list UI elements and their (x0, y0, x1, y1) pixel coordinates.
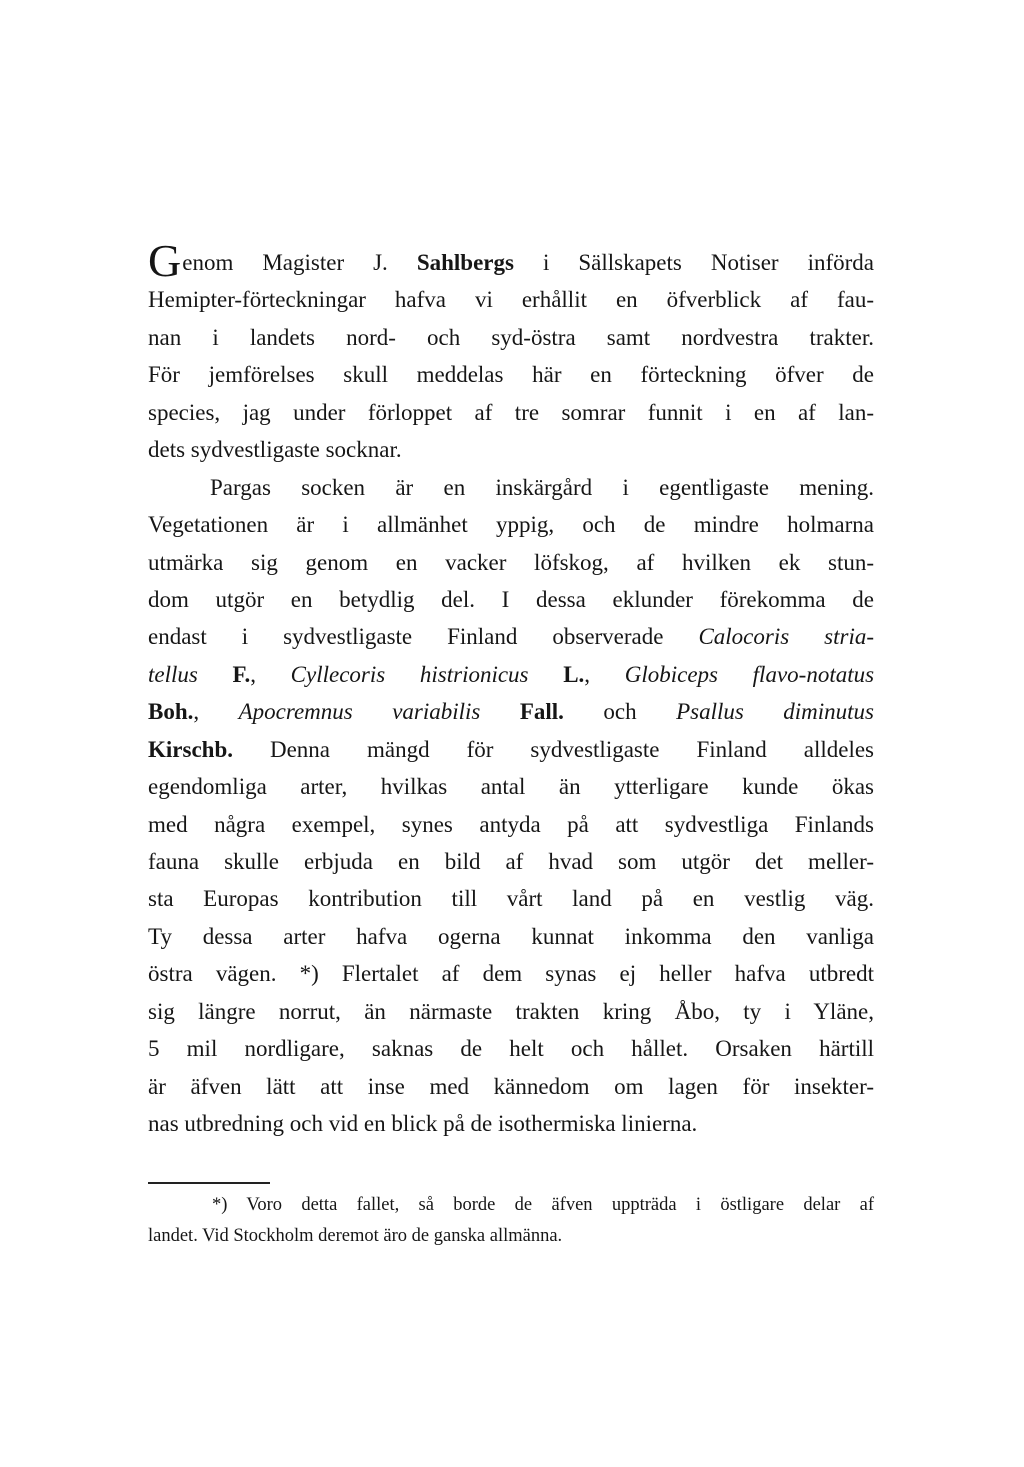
text-line (148, 618, 874, 655)
text-segment: , (250, 661, 291, 687)
text-line (148, 843, 874, 880)
text-segment: enom Magister J. (182, 250, 417, 275)
text-segment: För jemförelses skull meddelas här en förteckning öfver de (148, 362, 874, 388)
text-line (148, 693, 874, 730)
text-line (148, 993, 874, 1030)
bold-text: Sahlbergs (416, 250, 514, 275)
bold-text: Kirschb. (148, 736, 233, 762)
text-segment: Pargas socken är en inskärgård i egentligaste mening. (210, 474, 874, 500)
text-segment: endast i sydvestligaste Finland observerade (148, 624, 699, 650)
text-line (148, 581, 874, 618)
text-line (148, 281, 874, 318)
drop-cap: G (148, 235, 182, 286)
italic-text: Cyllecoris histrionicus (290, 661, 529, 687)
text-line (148, 469, 874, 506)
bold-text: L. (563, 661, 585, 687)
text-segment: utmärka sig genom en vacker löfskog, af hvilken ek stun- (148, 549, 874, 575)
footnote-divider (148, 1182, 270, 1184)
text-segment: dets sydvestligaste socknar. (148, 437, 402, 463)
text-segment (529, 662, 564, 687)
text-segment: Denna mängd för sydvestligaste Finland alldeles (232, 736, 874, 762)
text-line (148, 918, 874, 955)
body-text (148, 235, 875, 1143)
text-line (148, 506, 874, 543)
text-segment (480, 699, 519, 724)
text-line (148, 806, 874, 843)
text-segment: och (563, 699, 677, 725)
text-segment: 5 mil nordligare, saknas de helt och hållet. Orsaken härtill (148, 1036, 874, 1062)
bold-text: Boh. (148, 699, 194, 725)
text-line (148, 431, 874, 468)
text-line (148, 235, 874, 286)
text-segment: Vegetationen är i allmänhet yppig, och de mindre holmarna (148, 512, 874, 538)
text-segment: , (584, 661, 625, 687)
text-segment: , (193, 699, 239, 725)
text-segment: nas utbredning och vid en blick på de isothermiska linierna. (148, 1111, 698, 1137)
italic-text: Psallus diminutus (676, 699, 875, 725)
text-segment: species, jag under förloppet af tre somrar funnit i en af lan- (148, 399, 874, 425)
text-segment: Hemipter-förteckningar hafva vi erhållit en öfverblick af fau- (148, 287, 874, 313)
text-segment: Ty dessa arter hafva ogerna kunnat inkomma den vanliga (148, 923, 874, 949)
text-segment: sig längre norrut, än närmaste trakten kring Åbo, ty i Yläne, (148, 998, 874, 1024)
text-segment: är äfven lätt att inse med kännedom om lagen för insekter- (148, 1073, 874, 1099)
text-segment: egendomliga arter, hvilkas antal än ytterligare kunde ökas (148, 774, 874, 800)
bold-text: Fall. (519, 699, 564, 725)
italic-text: Apocremnus variabilis (238, 699, 481, 725)
italic-text: Calocoris stria- (698, 624, 874, 650)
text-segment: östra vägen. *) Flertalet af dem synas ej heller hafva utbredt (148, 961, 874, 987)
text-segment: sta Europas kontribution till vårt land på en vestlig väg. (148, 886, 874, 912)
text-segment: nan i landets nord- och syd-östra samt nordvestra trakter. (148, 324, 874, 350)
text-line (148, 731, 874, 768)
text-line (148, 768, 874, 805)
text-line (148, 955, 874, 992)
text-segment: dom utgör en betydlig del. I dessa eklunder förekomma de (148, 586, 874, 612)
italic-text: Globiceps flavo-notatus (624, 661, 875, 687)
bold-text: F. (232, 661, 251, 687)
text-segment: med några exempel, synes antyda på att sydvestliga Finlands (148, 811, 874, 837)
text-line (148, 1068, 874, 1105)
text-line (148, 880, 874, 917)
text-line (148, 656, 874, 693)
text-segment: i Sällskapets Notiser införda (513, 250, 874, 275)
text-line (148, 356, 874, 393)
text-line (148, 1105, 874, 1142)
footnote-line: *) Voro detta fallet, så borde de äfven uppträda i östligare delar af (212, 1195, 874, 1215)
text-line (148, 1030, 874, 1067)
footnote (148, 1190, 874, 1252)
text-line (148, 394, 874, 431)
footnote-line: landet. Vid Stockholm deremot äro de ganska allmänna. (148, 1226, 563, 1246)
italic-text: tellus (148, 661, 198, 687)
text-segment: fauna skulle erbjuda en bild af hvad som utgör det meller- (148, 849, 874, 874)
text-line (148, 544, 874, 581)
text-segment (198, 662, 233, 687)
text-line (148, 319, 874, 356)
